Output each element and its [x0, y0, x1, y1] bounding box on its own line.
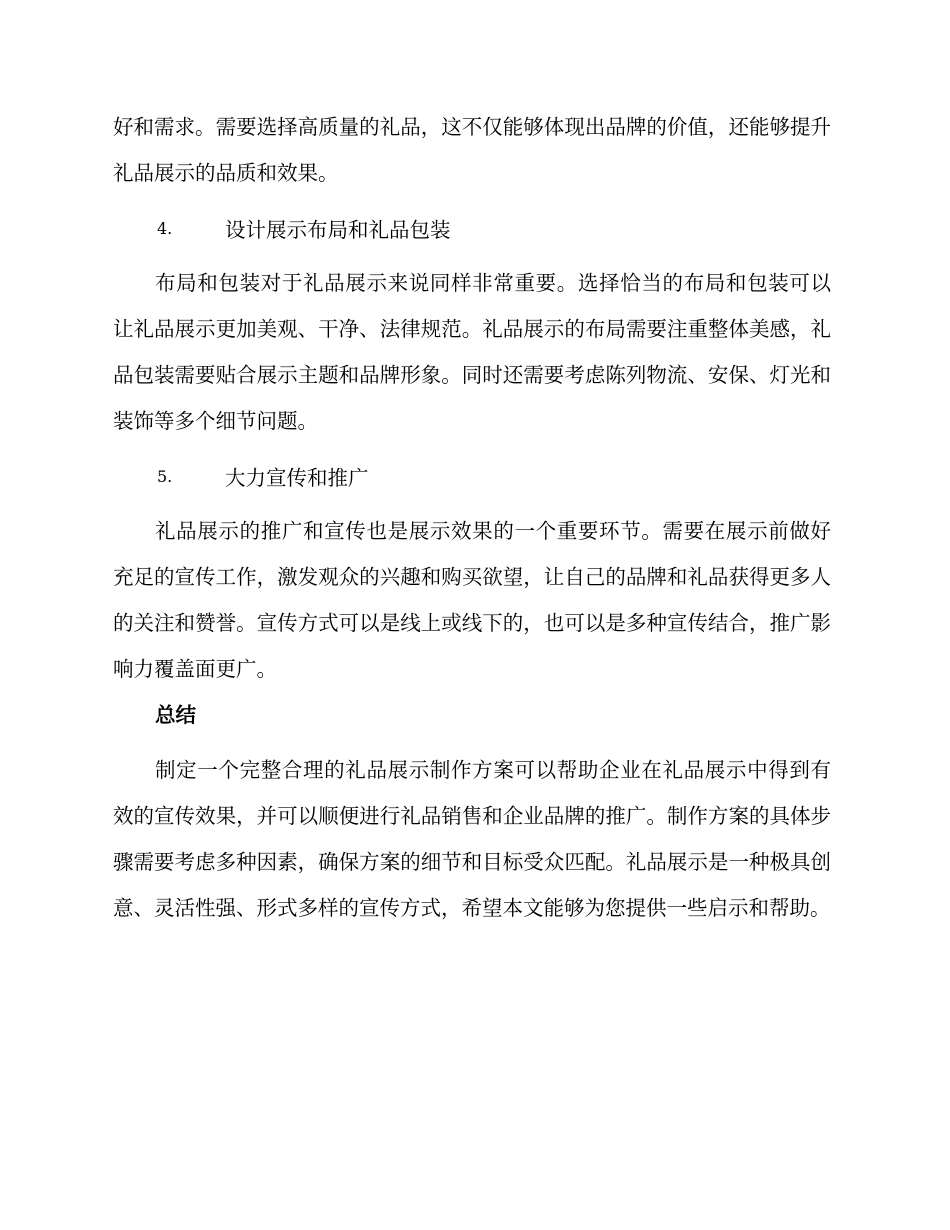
list-number: 5. — [157, 466, 173, 486]
paragraph-layout-packaging: 布局和包装对于礼品展示来说同样非常重要。选择恰当的布局和包装可以让礼品展示更加美观、干净、法律规范。礼品展示的布局需要注重整体美感，礼品包装需要贴合展示主题和品牌形象。同时还需要考虑陈列物流、安保、灯光和装饰等多个细节问题。 — [113, 271, 831, 433]
list-item-5 — [157, 453, 831, 499]
document-page — [113, 104, 831, 931]
paragraph-summary: 制定一个完整合理的礼品展示制作方案可以帮助企业在礼品展示中得到有效的宣传效果，并可以顺便进行礼品销售和企业品牌的推广。制作方案的具体步骤需要考虑多种因素，确保方案的细节和目标受众匹配。礼品展示是一种极具创意、灵活性强、形式多样的宣传方式，希望本文能够为您提供一些启示和帮助。 — [113, 758, 831, 920]
section-heading-summary: 总结 — [155, 703, 196, 727]
list-item-4 — [157, 205, 831, 251]
list-number: 4. — [157, 218, 173, 238]
paragraph-continued: 好和需求。需要选择高质量的礼品，这不仅能够体现出品牌的价值，还能够提升礼品展示的品质和效果。 — [113, 115, 831, 185]
list-title: 设计展示布局和礼品包装 — [225, 218, 451, 242]
paragraph-promotion: 礼品展示的推广和宣传也是展示效果的一个重要环节。需要在展示前做好充足的宣传工作，激发观众的兴趣和购买欲望，让自己的品牌和礼品获得更多人的关注和赞誉。宣传方式可以是线上或线下的，也可以是多种宣传结合，推广影响力覆盖面更广。 — [113, 519, 831, 681]
list-title: 大力宣传和推广 — [225, 466, 369, 490]
